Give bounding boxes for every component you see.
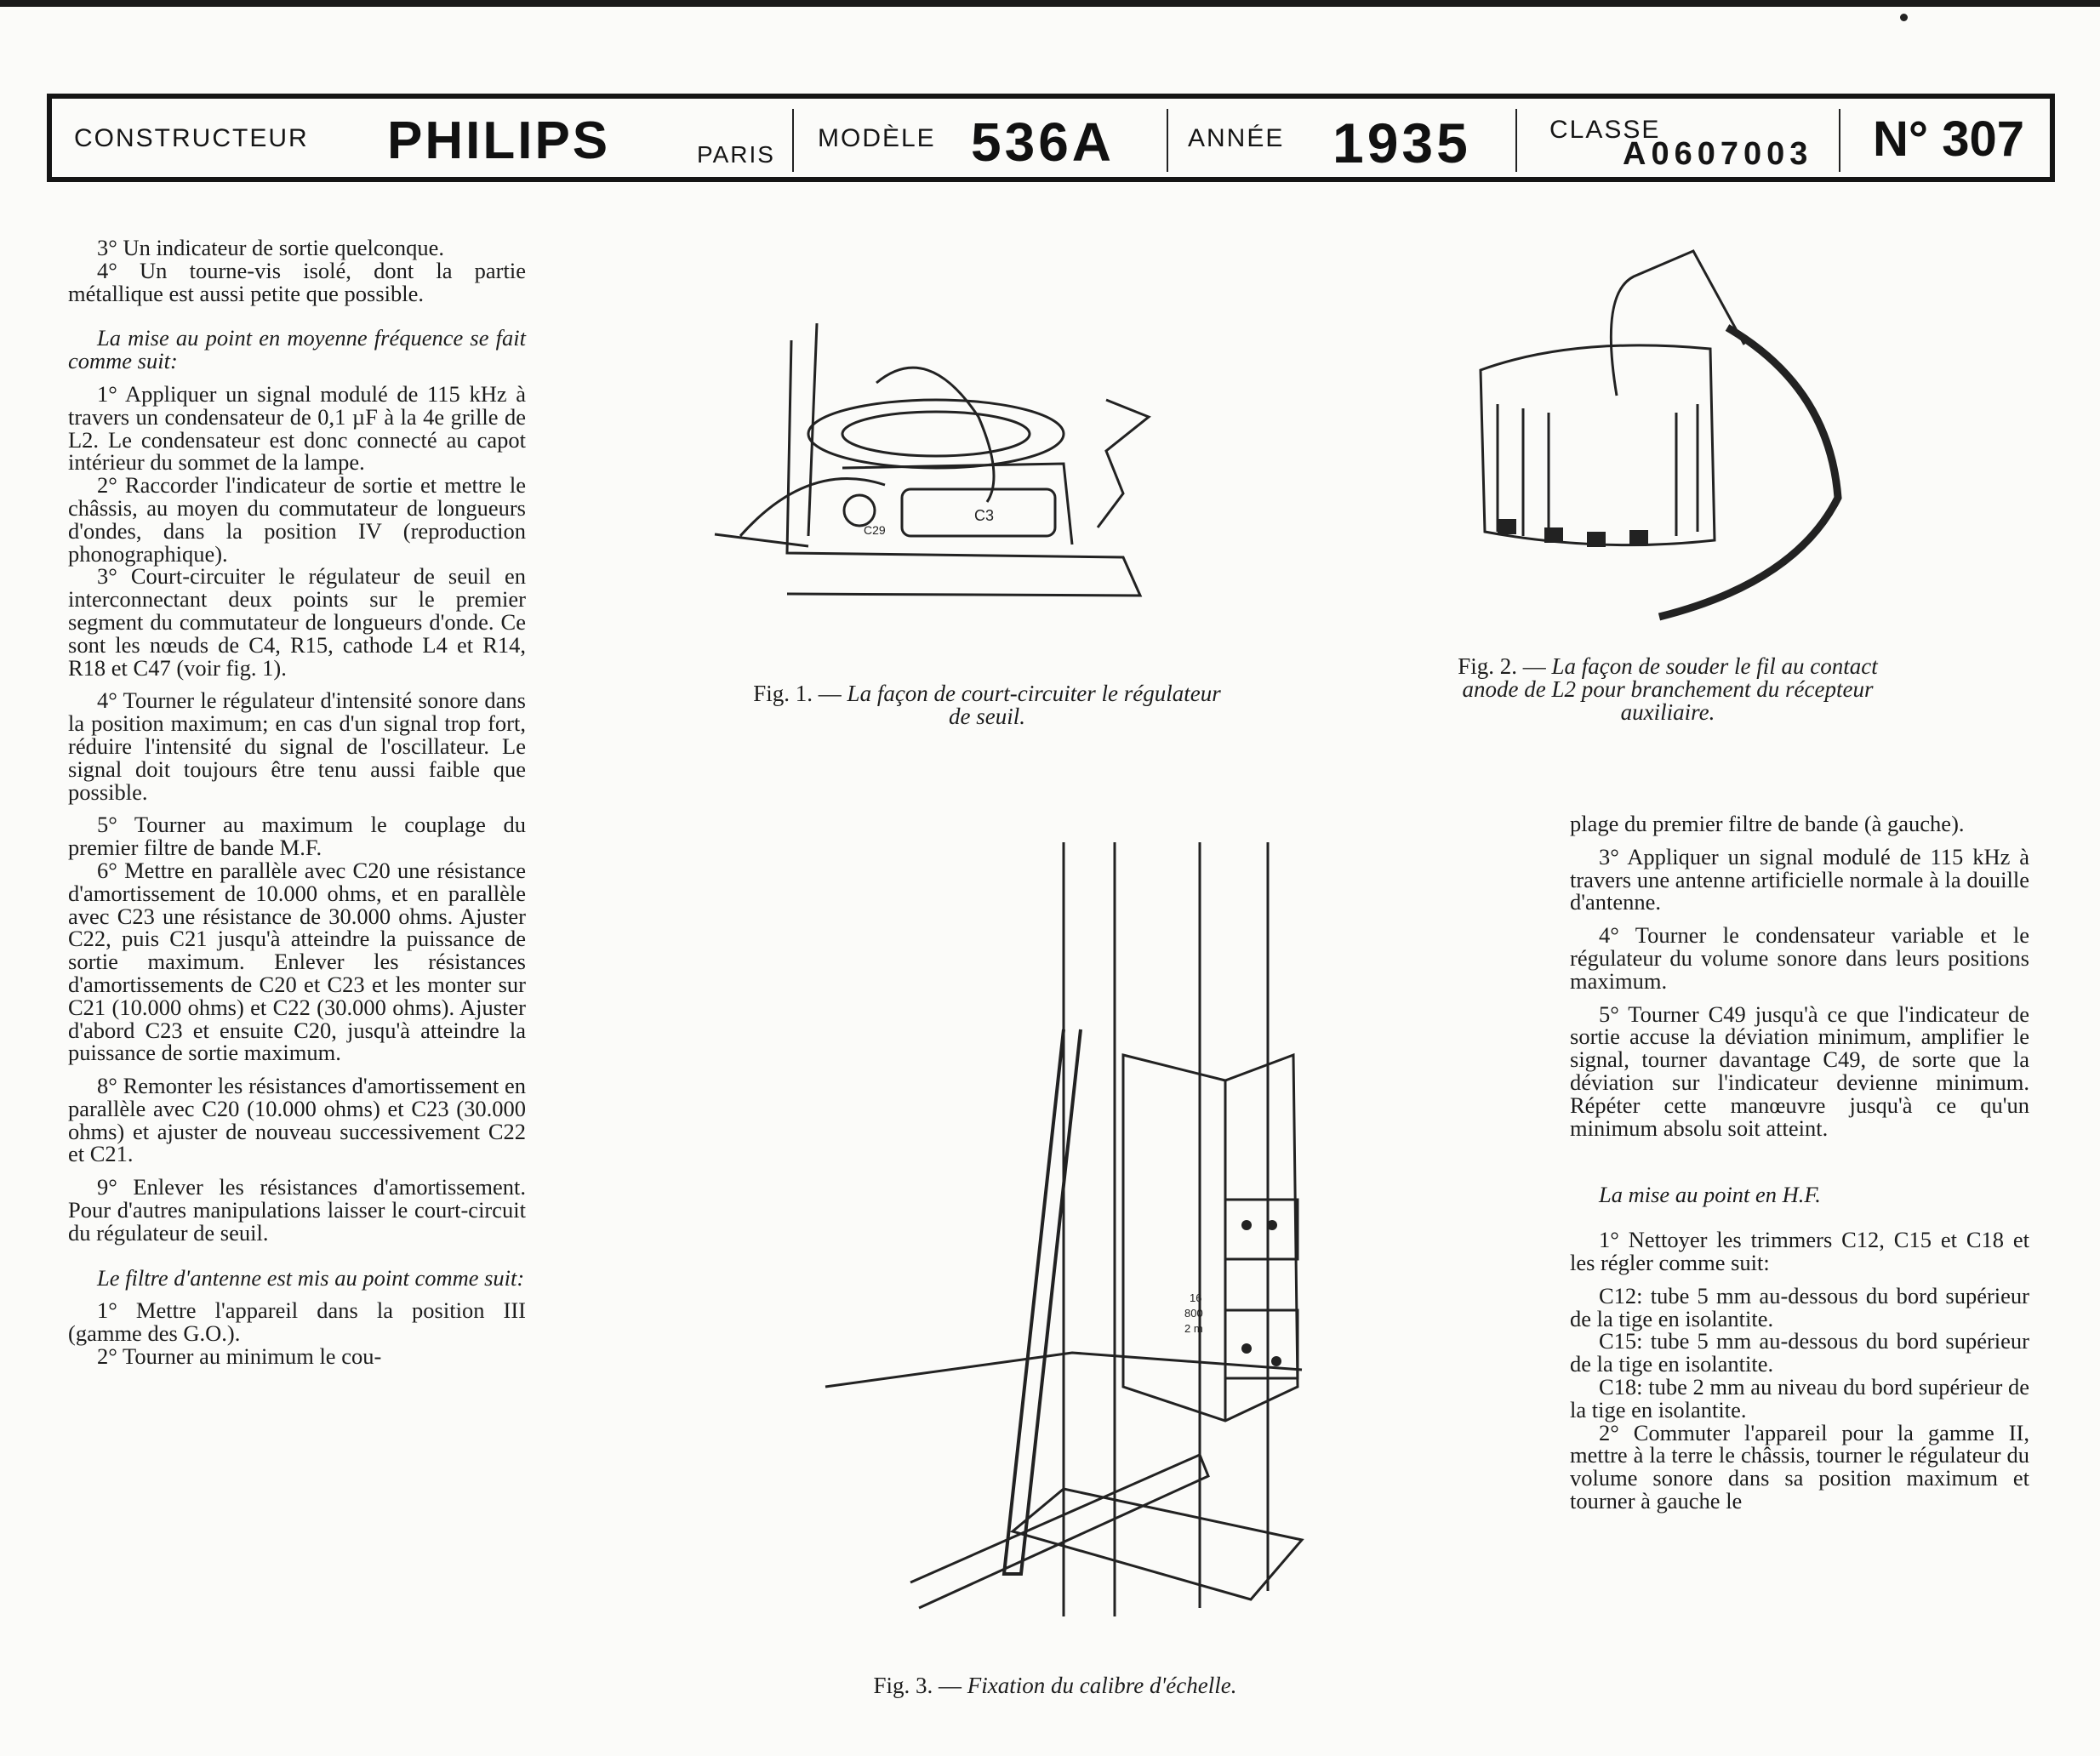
brand-name: PHILIPS	[387, 111, 611, 170]
figure-1-caption	[749, 682, 1225, 728]
scale-mark: 16	[1190, 1291, 1202, 1304]
paragraph: 4° Tourner le condensateur variable et le régulateur du volume sonore dans leurs positions maximum.	[1570, 922, 2029, 994]
figure-3-caption	[834, 1674, 1276, 1697]
paragraph: 5° Tourner au maximum le couplage du premier filtre de bande M.F.	[68, 812, 526, 861]
figure-label: Fig. 3. —	[873, 1673, 962, 1698]
model-number: 536A	[971, 111, 1115, 173]
figure-1-illustration	[706, 323, 1234, 604]
section-heading: La mise au point en H.F.	[1599, 1182, 1821, 1208]
classe-label: CLASSE	[1549, 116, 1661, 144]
city-label: PARIS	[697, 141, 775, 168]
figure-label: Fig. 2. —	[1458, 653, 1546, 679]
caption-text: Fixation du calibre d'échelle.	[967, 1673, 1237, 1698]
paragraph: 9° Enlever les résistances d'amortissement. Pour d'autres manipulations laisser le court-circuit du régulateur de seuil.	[68, 1174, 526, 1246]
top-rule	[0, 0, 2100, 7]
paragraph: 1° Appliquer un signal modulé de 115 kHz à travers un condensateur de 0,1 µF à la 4e grille de L2. Le condensateur est donc connecté au capot intérieur du sommet de la lampe.	[68, 380, 526, 476]
annee-label: ANNÉE	[1188, 124, 1285, 152]
paragraph: 1° Mettre l'appareil dans la position III (gamme des G.O.).	[68, 1297, 526, 1347]
paragraph: 3° Court-circuiter le régulateur de seuil en interconnectant deux points sur le premier segment du commutateur de longueurs d'onde. Ce sont les nœuds de C4, R15, cathode L4 et R14, R18 et C47 (voir fig. 1).	[68, 563, 526, 681]
paragraph: 2° Raccorder l'indicateur de sortie et mettre le châssis, au moyen du commutateur de longueurs d'ondes, dans la position IV (reproduction phonographique).	[68, 472, 526, 567]
paragraph: 4° Un tourne-vis isolé, dont la partie métallique est aussi petite que possible.	[68, 257, 526, 306]
year: 1935	[1332, 111, 1471, 174]
document-header	[47, 94, 2055, 182]
paragraph: plage du premier filtre de bande (à gauche).	[1570, 811, 1965, 836]
paragraph: 2° Commuter l'appareil pour la gamme II, mettre à la terre le châssis, tourner le régulateur du volume sonore dans sa position maximum et tourner à gauche le	[1570, 1419, 2029, 1514]
paragraph: 5° Tourner C49 jusqu'à ce que l'indicateur de sortie accuse la déviation minimum, amplifier le signal, tourner davantage C49, de sorte que la déviation sur l'indicateur devienne minimum. Répéter cette manœuvre jusqu'à ce qu'un minimum absolu soit atteint.	[1570, 1001, 2029, 1141]
paragraph: 4° Tourner le régulateur d'intensité sonore dans la position maximum; en cas d'un signal trop fort, réduire l'intensité du signal de l'oscillateur. Le signal doit toujours être tenu aussi faible que possible.	[68, 687, 526, 805]
document-number: N° 307	[1873, 111, 2024, 167]
constructeur-label: CONSTRUCTEUR	[74, 124, 309, 152]
paragraph: C15: tube 5 mm au-dessous du bord supérieur de la tige en isolantite.	[1570, 1328, 2029, 1377]
figure-3-illustration	[791, 842, 1319, 1616]
left-column	[68, 237, 526, 1368]
part-label-c3: C3	[974, 507, 995, 524]
paragraph: 2° Tourner au minimum le cou-	[97, 1343, 382, 1370]
part-label-c29: C29	[864, 523, 886, 537]
ink-dot	[1900, 14, 1908, 21]
figure-2-caption	[1438, 655, 1897, 724]
paragraph: C12: tube 5 mm au-dessous du bord supérieur de la tige en isolantite.	[1570, 1282, 2029, 1331]
section-heading: Le filtre d'antenne est mis au point comme suit:	[97, 1264, 525, 1291]
paragraph: 1° Nettoyer les trimmers C12, C15 et C18 et les régler comme suit:	[1570, 1227, 2029, 1275]
caption-text: La façon de court-circuiter le régulateur de seuil.	[847, 681, 1221, 729]
paragraph: 3° Un indicateur de sortie quelconque.	[97, 235, 444, 260]
caption-text: La façon de souder le fil au contact anode de L2 pour branchement du récepteur auxiliaire.	[1462, 653, 1878, 725]
right-column	[1570, 812, 2029, 1513]
figure-2-illustration	[1472, 242, 1880, 634]
paragraph: 3° Appliquer un signal modulé de 115 kHz à travers une antenne artificielle normale à la douille d'antenne.	[1570, 843, 2029, 915]
section-heading: La mise au point en moyenne fréquence se fait comme suit:	[68, 325, 526, 374]
paragraph: 6° Mettre en parallèle avec C20 une résistance d'amortissement de 10.000 ohms, et en parallèle avec C23 une résistance de 30.000 ohms. Ajuster C22, puis C21 jusqu'à atteindre la puissance de sortie maximum. Enlever les résistances d'amortissements de C20 et C23 et les monter sur C21 (10.000 ohms) et C22 (30.000 ohms). Ajuster d'abord C23 et ensuite C20, jusqu'à atteindre la puissance de sortie maximum.	[68, 857, 526, 1066]
scale-mark: 2 m	[1184, 1322, 1203, 1335]
paragraph: 8° Remonter les résistances d'amortissement en parallèle avec C20 (10.000 ohms) et C23 (30.000 ohms) et ajuster de nouveau successivement C22 et C21.	[68, 1073, 526, 1167]
figure-label: Fig. 1. —	[753, 681, 842, 706]
paragraph: C18: tube 2 mm au niveau du bord supérieur de la tige en isolantite.	[1570, 1373, 2029, 1422]
classe-code: A0607003	[1623, 136, 1813, 172]
modele-label: MODÈLE	[818, 124, 936, 152]
scale-mark: 800	[1184, 1307, 1203, 1320]
